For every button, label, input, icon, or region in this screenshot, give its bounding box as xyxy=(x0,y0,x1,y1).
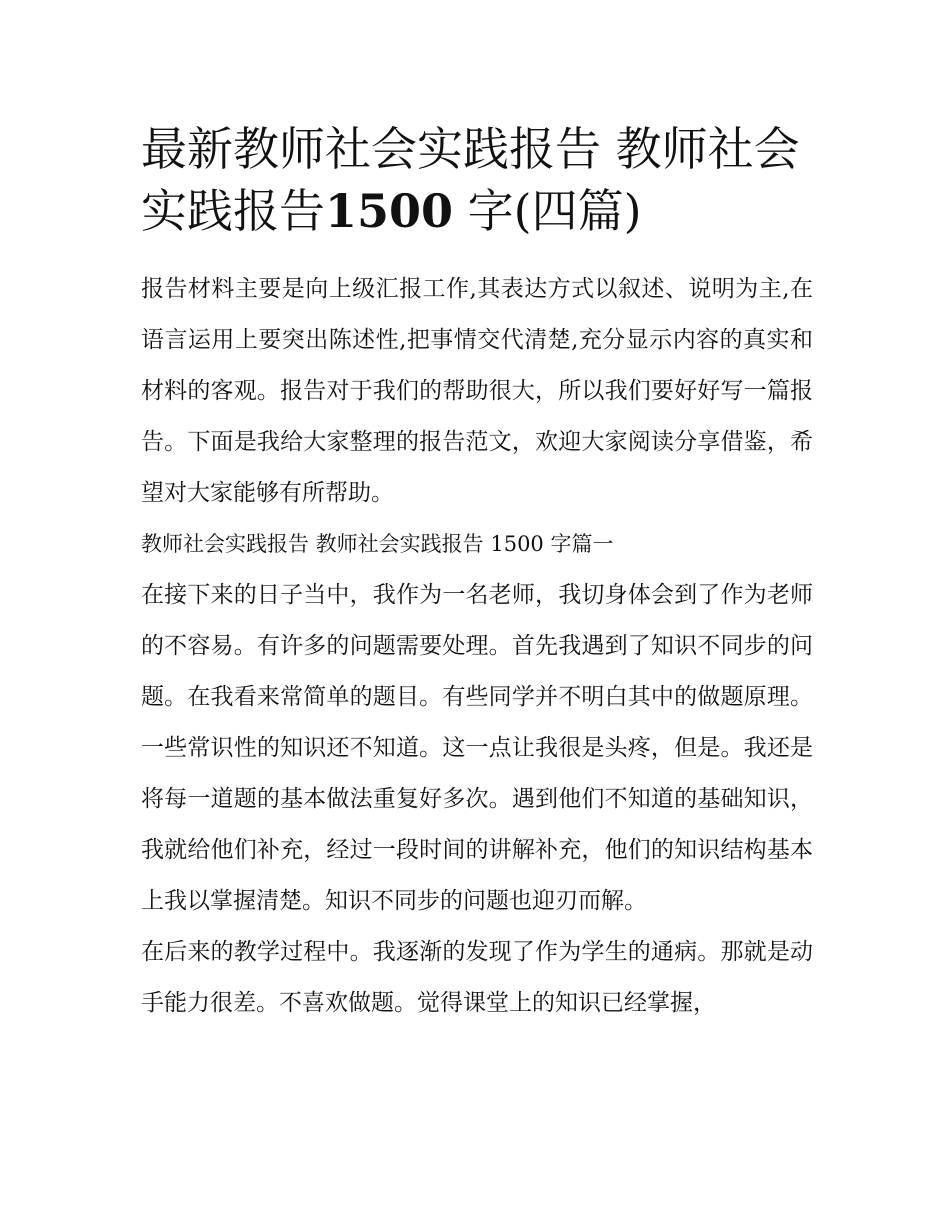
document-body xyxy=(141,118,813,1029)
intro-paragraph: 报告材料主要是向上级汇报工作,其表达方式以叙述、说明为主,在语言运用上要突出陈述性,把事情交代清楚,充分显示内容的真实和材料的客观。报告对于我们的帮助很大，所以我们要好好写一篇报告。下面是我给大家整理的报告范文，欢迎大家阅读分享借鉴，希望对大家能够有所帮助。 xyxy=(141,276,813,506)
body-paragraph-1: 在接下来的日子当中，我作为一名老师，我切身体会到了作为老师的不容易。有许多的问题需要处理。首先我遇到了知识不同步的问题。在我看来常简单的题目。有些同学并不明白其中的做题原理。一些常识性的知识还不知道。这一点让我很是头疼，但是。我还是将每一道题的基本做法重复好多次。遇到他们不知道的基础知识，我就给他们补充，经过一段时间的讲解补充，他们的知识结构基本上我以掌握清楚。知识不同步的问题也迎刃而解。 xyxy=(141,582,813,914)
title-text-part1: 最新教师社会实践报告 教师社会实践报告 xyxy=(141,122,800,238)
body-paragraph-2: 在后来的教学过程中。我逐渐的发现了作为学生的通病。那就是动手能力很差。不喜欢做题。觉得课堂上的知识已经掌握， xyxy=(141,939,813,1016)
document-title xyxy=(141,118,813,242)
title-number: 1500 xyxy=(325,184,454,238)
section-heading: 教师社会实践报告 教师社会实践报告 1500 字篇一 xyxy=(141,532,614,556)
title-text-part2: 字(四篇) xyxy=(453,184,642,238)
